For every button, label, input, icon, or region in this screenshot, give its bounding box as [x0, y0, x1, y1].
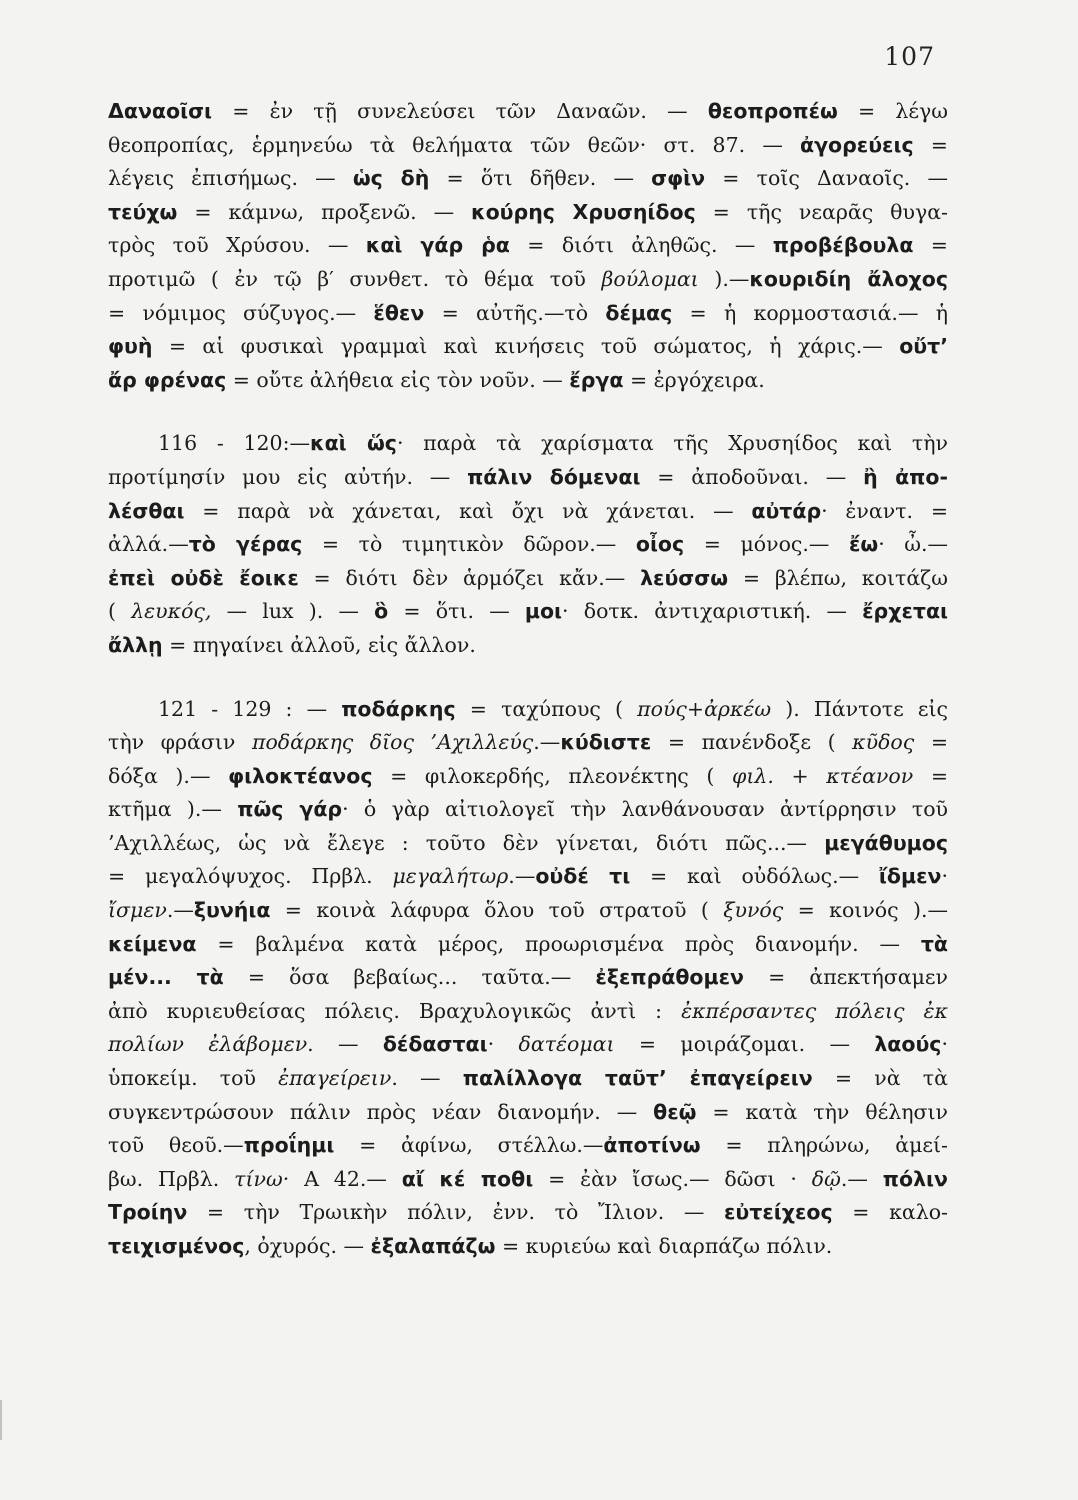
- gloss-text: (: [108, 599, 132, 624]
- headword: καὶ ὥς: [310, 431, 397, 456]
- gloss-text: προτίμησίν μου εἰς αὐτήν. —: [108, 464, 468, 489]
- headword: κουριδίη ἄλοχος: [749, 266, 949, 291]
- gloss-text: . —: [391, 1066, 463, 1091]
- gloss-text: = πανένδοξε (: [651, 730, 853, 755]
- text-line: [108, 760, 948, 794]
- text-line: [108, 95, 948, 129]
- headword: ἀγορεύεις: [800, 132, 914, 157]
- gloss-text: = κυριεύω καὶ διαρπάζω πόλιν.: [495, 1234, 833, 1258]
- gloss-text: κτῆμα ).—: [108, 797, 238, 822]
- text-line: [108, 364, 948, 398]
- gloss-text: = κάμνω, προξενῶ. —: [177, 199, 472, 224]
- italic-text: ποδάρκης δῖος ’Αχιλλεύς: [251, 730, 534, 755]
- gloss-text: ·: [487, 1032, 519, 1057]
- italic-text: ἐκπέρσαντες πόλεις ἐκ: [681, 998, 948, 1023]
- gloss-text: +: [773, 763, 827, 788]
- gloss-text: = αὐτῆς.—τὸ: [424, 300, 606, 325]
- gloss-text: = ἡ κορμοστασιά.— ἡ: [672, 300, 948, 325]
- gloss-text: = τὴν Τρωικὴν πόλιν, ἐνν. τὸ Ἴλιον. —: [187, 1200, 725, 1225]
- text-line: [108, 495, 948, 529]
- headword: μοι: [524, 599, 563, 624]
- gloss-text: .—: [533, 730, 561, 755]
- text-line: [108, 229, 948, 263]
- gloss-text: λέγεις ἐπισήμως. —: [108, 166, 353, 191]
- gloss-text: ). Πάντοτε εἰς: [771, 696, 949, 721]
- gloss-text: =: [914, 730, 948, 755]
- gloss-text: = διότι ἀληθῶς. —: [509, 233, 773, 258]
- headword: πῶς γάρ: [237, 797, 343, 822]
- paragraph: [108, 693, 948, 1264]
- text-line: [108, 928, 948, 962]
- text-line: [108, 1028, 948, 1062]
- page-body: [108, 95, 948, 1264]
- gloss-text: τὴν φράσιν: [108, 730, 252, 755]
- gloss-text: = ὅτι δῆθεν. —: [429, 166, 652, 191]
- headword: ποδάρκης: [341, 696, 456, 721]
- text-line: [108, 129, 948, 163]
- gloss-text: , ὀχυρός. —: [244, 1234, 371, 1258]
- headword: προβέβουλα: [772, 233, 914, 258]
- headword: λεύσσω: [640, 565, 729, 590]
- italic-text: ἐπαγείρειν: [278, 1066, 392, 1091]
- text-line: [108, 1196, 948, 1230]
- text-line: [108, 427, 948, 461]
- gloss-text: ἀλλά.—: [108, 532, 189, 557]
- headword: ἐξεπράθομεν: [595, 965, 744, 990]
- gloss-text: .—: [508, 864, 536, 889]
- text-line: [108, 1129, 948, 1163]
- paragraph-gap: [108, 397, 948, 427]
- headword: μέν... τὰ: [108, 965, 224, 990]
- gloss-text: = ταχύπους (: [455, 696, 638, 721]
- gloss-text: συγκεντρώσουν πάλιν πρὸς νέαν διανομήν. —: [108, 1099, 654, 1124]
- text-line: [108, 196, 948, 230]
- gloss-text: ’Αχιλλέως, ὡς νὰ ἔλεγε : τοῦτο δὲν γίνεται, διότι πῶς...—: [108, 830, 825, 855]
- headword: τεύχω: [108, 199, 178, 224]
- headword: πάλιν δόμεναι: [467, 464, 641, 489]
- headword: ἄρ φρένας: [108, 367, 227, 392]
- gloss-text: = πηγαίνει ἀλλοῦ, εἰς ἄλλον.: [162, 632, 476, 657]
- headword: τὸ γέρας: [188, 532, 303, 557]
- headword: τειχισμένος: [108, 1234, 245, 1258]
- gloss-text: = βαλμένα κατὰ μέρος, προωρισμένα πρὸς διανομήν. —: [196, 931, 921, 956]
- binding-edge-mark: [0, 1400, 2, 1440]
- gloss-text: = ἀποδοῦναι. —: [640, 464, 864, 489]
- headword: θεοπροπέω: [707, 99, 838, 123]
- gloss-text: 116 - 120:—: [158, 431, 311, 456]
- headword: ἔργα: [569, 367, 624, 392]
- gloss-text: = τοῖς Δαναοῖς. —: [705, 166, 948, 191]
- headword: ἄλλῃ: [108, 632, 163, 657]
- headword: ὡς δὴ: [352, 166, 430, 191]
- gloss-text: = κοινὰ λάφυρα ὅλου τοῦ στρατοῦ (: [270, 898, 724, 923]
- gloss-text: =: [913, 763, 948, 788]
- gloss-text: = κοινός ).—: [783, 898, 948, 923]
- headword: παλίλλογα ταῦτ’ ἐπαγείρειν: [462, 1066, 813, 1091]
- italic-text: ξυνός: [723, 898, 784, 923]
- italic-text: μεγαλήτωρ: [392, 864, 509, 889]
- gloss-text: = τὸ τιμητικὸν δῶρον.—: [302, 532, 636, 557]
- gloss-text: ).—: [698, 266, 750, 291]
- paragraph-gap: [108, 663, 948, 693]
- headword: σφὶν: [651, 166, 706, 191]
- gloss-text: = οὔτε ἀλήθεια εἰς τὸν νοῦν. —: [226, 367, 570, 392]
- gloss-text: 121 - 129 : —: [158, 696, 342, 721]
- gloss-text: = παρὰ νὰ χάνεται, καὶ ὄχι νὰ χάνεται. —: [184, 498, 752, 523]
- gloss-text: . —: [307, 1032, 383, 1057]
- gloss-text: ἀπὸ κυριευθείσας πόλεις. Βραχυλογικῶς ἀντὶ :: [108, 998, 682, 1023]
- headword: αὐτάρ: [751, 498, 822, 523]
- gloss-text: τρὸς τοῦ Χρύσου. —: [108, 233, 366, 258]
- text-line: [108, 1096, 948, 1130]
- headword: οὔτ’: [899, 334, 948, 359]
- text-line: [108, 162, 948, 196]
- text-line: [108, 894, 948, 928]
- gloss-text: · ἐναντ. =: [821, 498, 948, 523]
- headword: οἶος: [635, 532, 685, 557]
- italic-text: τίνω·: [234, 1166, 290, 1191]
- gloss-text: = βλέπω, κοιτάζω: [728, 565, 948, 590]
- headword: δέμας: [605, 300, 673, 325]
- gloss-text: .—: [166, 898, 194, 923]
- text-line: [108, 629, 948, 663]
- gloss-text: · δοτκ. ἀντιχαριστική. —: [562, 599, 863, 624]
- headword: Τροίην: [108, 1200, 188, 1225]
- gloss-text: = καλο-: [832, 1200, 948, 1225]
- gloss-text: = μεγαλόψυχος. Πρβλ.: [108, 864, 393, 889]
- headword: ἐπεὶ οὐδὲ ἔοικε: [108, 565, 299, 590]
- text-line: [108, 693, 948, 727]
- headword: ἴδμεν: [878, 864, 942, 889]
- text-line: [108, 528, 948, 562]
- headword: κείμενα: [108, 931, 197, 956]
- gloss-text: = φιλοκερδής, πλεονέκτης (: [372, 763, 732, 788]
- text-line: [108, 995, 948, 1029]
- headword: ἐξαλαπάζω: [370, 1234, 496, 1258]
- italic-text: κῦδος: [852, 730, 915, 755]
- gloss-text: θεοπροπίας, ἑρμηνεύω τὰ θελήματα τῶν θεῶν· στ. 87. —: [108, 132, 800, 157]
- headword: ἀποτίνω: [603, 1133, 701, 1158]
- gloss-text: ·: [941, 864, 948, 889]
- headword: καὶ γάρ ῥα: [365, 233, 510, 258]
- italic-text: δῷ: [811, 1166, 841, 1191]
- italic-text: πολίων ἐλάβομεν: [108, 1032, 308, 1057]
- gloss-text: = νὰ τὰ: [812, 1066, 948, 1091]
- headword: ἔω: [848, 532, 879, 557]
- gloss-text: = τῆς νεαρᾶς θυγα-: [695, 199, 948, 224]
- text-line: [108, 793, 948, 827]
- gloss-text: δόξα ).—: [108, 763, 229, 788]
- gloss-text: = ὅσα βεβαίως... ταῦτα.—: [223, 965, 596, 990]
- headword: αἴ κέ ποθι: [401, 1166, 534, 1191]
- headword: εὐτείχεος: [724, 1200, 833, 1225]
- gloss-text: = μόνος.—: [684, 532, 849, 557]
- headword: κύδιστε: [560, 730, 652, 755]
- italic-text: φιλ.: [731, 763, 774, 788]
- gloss-text: = ἀπεκτήσαμεν: [743, 965, 948, 990]
- italic-text: λευκός,: [131, 599, 212, 624]
- gloss-text: .—: [840, 1166, 883, 1191]
- gloss-text: = ὅτι. —: [388, 599, 525, 624]
- gloss-text: — lux ). —: [211, 599, 375, 624]
- headword: ἔρχεται: [862, 599, 949, 624]
- headword: προΐημι: [243, 1133, 335, 1158]
- gloss-text: = ἐν τῇ συνελεύσει τῶν Δαναῶν. —: [212, 99, 708, 123]
- italic-text: δατέομαι: [518, 1032, 615, 1057]
- gloss-text: = ἐργόχειρα.: [623, 367, 765, 392]
- text-line: [108, 263, 948, 297]
- text-line: [108, 461, 948, 495]
- text-line: [108, 1230, 948, 1264]
- gloss-text: ·: [941, 1032, 948, 1057]
- headword: ὃ: [374, 599, 389, 624]
- gloss-text: = μοιράζομαι. —: [614, 1032, 875, 1057]
- text-line: [108, 961, 948, 995]
- gloss-text: · ὁ γὰρ αἰτιολογεῖ τὴν λανθάνουσαν ἀντίρρησιν τοῦ: [342, 797, 948, 822]
- gloss-text: τοῦ θεοῦ.—: [108, 1133, 244, 1158]
- text-line: [108, 860, 948, 894]
- gloss-text: = αἱ φυσικαὶ γραμμαὶ καὶ κινήσεις τοῦ σώματος, ἡ χάρις.—: [152, 334, 900, 359]
- paragraph: [108, 95, 948, 397]
- gloss-text: = ἀφίνω, στέλλω.—: [334, 1133, 604, 1158]
- headword: πόλιν: [882, 1166, 948, 1191]
- gloss-text: = λέγω: [837, 99, 949, 123]
- italic-text: βούλομαι: [601, 266, 699, 291]
- headword: δέδασται: [382, 1032, 488, 1057]
- headword: λέσθαι: [108, 498, 185, 523]
- text-line: [108, 827, 948, 861]
- gloss-text: = ἐὰν ἴσως.— δῶσι ·: [533, 1166, 812, 1191]
- headword: φυὴ: [108, 334, 153, 359]
- text-line: [108, 330, 948, 364]
- headword: κούρης Χρυσηίδος: [471, 199, 696, 224]
- page-number: 107: [884, 42, 935, 71]
- text-line: [108, 297, 948, 331]
- paragraph: [108, 427, 948, 662]
- gloss-text: · παρὰ τὰ χαρίσματα τῆς Χρυσηίδος καὶ τὴν: [396, 431, 948, 456]
- headword: οὐδέ τι: [535, 864, 631, 889]
- gloss-text: προτιμῶ ( ἐν τῷ β′ συνθετ. τὸ θέμα τοῦ: [108, 266, 602, 291]
- gloss-text: βω. Πρβλ.: [108, 1166, 235, 1191]
- gloss-text: =: [913, 233, 948, 258]
- gloss-text: = νόμιμος σύζυγος.—: [108, 300, 374, 325]
- gloss-text: = κατὰ τὴν θέλησιν: [696, 1099, 948, 1124]
- text-line: [108, 726, 948, 760]
- text-line: [108, 1062, 948, 1096]
- text-line: [108, 562, 948, 596]
- headword: θεῷ: [653, 1099, 697, 1124]
- gloss-text: = πληρώνω, ἀμεί-: [700, 1133, 948, 1158]
- headword: φιλοκτέανος: [228, 763, 373, 788]
- gloss-text: = καὶ οὐδόλως.—: [630, 864, 879, 889]
- gloss-text: Α 42.—: [289, 1166, 402, 1191]
- gloss-text: = διότι δὲν ἁρμόζει κἄν.—: [298, 565, 641, 590]
- headword: μεγάθυμος: [824, 830, 948, 855]
- italic-text: κτέανον: [826, 763, 914, 788]
- headword: Δαναοῖσι: [108, 99, 213, 123]
- gloss-text: · ὦ.—: [878, 532, 949, 557]
- headword: λαούς: [874, 1032, 942, 1057]
- gloss-text: =: [913, 132, 948, 157]
- italic-text: ἴσμεν: [108, 898, 167, 923]
- headword: ξυνήια: [193, 898, 271, 923]
- text-line: [108, 595, 948, 629]
- headword: ἕθεν: [373, 300, 425, 325]
- italic-text: πούς+ἀρκέω: [637, 696, 772, 721]
- text-line: [108, 1163, 948, 1197]
- gloss-text: ὑποκείμ. τοῦ: [108, 1066, 279, 1091]
- headword: τὰ: [920, 931, 948, 956]
- headword: ἢ ἀπο-: [863, 464, 948, 489]
